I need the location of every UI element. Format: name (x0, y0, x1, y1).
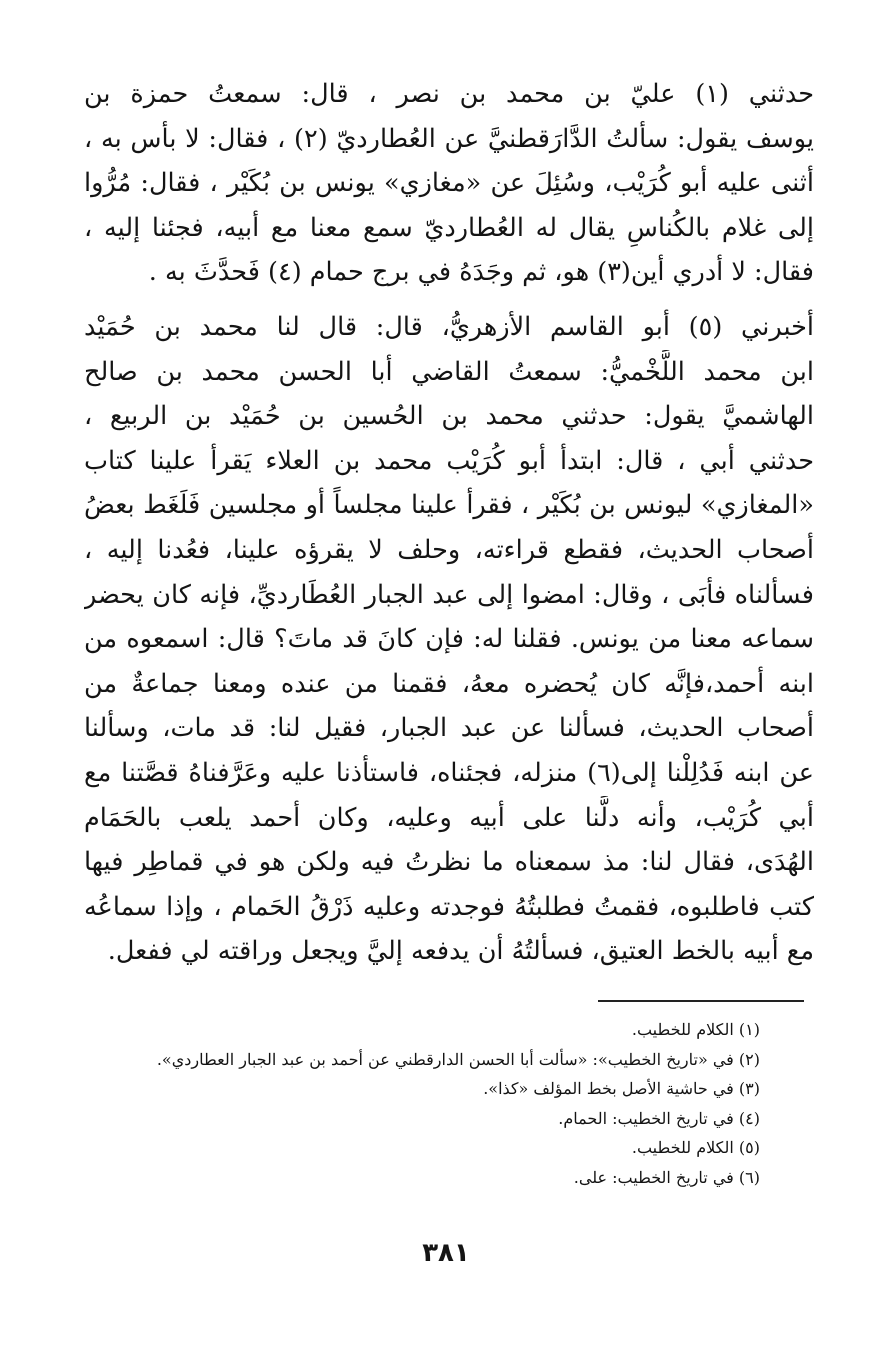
text-line: أبي كُرَيْب، وأنه دلَّنا على أبيه وعليه، وكان أحمد يلعب بالحَمَام (84, 802, 814, 833)
text-line: سماعه معنا من يونس. فقلنا له: فإن كانَ قد ماتَ؟ قال: اسمعوه من (84, 624, 814, 655)
text-line: أخبرني (٥) أبو القاسم الأزهريُّ، قال: قال لنا محمد بن حُمَيْد (84, 311, 814, 342)
text-line: حدثني أبي ، قال: ابتدأ أبو كُرَيْب محمد بن العلاء يَقرأ علينا كتاب (84, 445, 814, 476)
text-line: أصحاب الحديث، فقطع قراءته، وحلف لا يقرؤه علينا، فعُدنا إليه ، (84, 534, 814, 565)
footnotes (80, 1015, 760, 1192)
text-line: إلى غلام بالكُناسِ يقال له العُطارديّ سمع معنا مع أبيه، فجئنا إليه ، (84, 212, 814, 243)
paragraph-1 (84, 72, 814, 295)
footnote-1: (١) الكلام للخطيب. (631, 1020, 760, 1039)
paragraph-2 (84, 305, 814, 974)
main-text (84, 72, 814, 974)
text-line: مع أبيه بالخط العتيق، فسألتُهُ أن يدفعه إليَّ ويجعل وراقته لي ففعل. (107, 936, 814, 967)
text-line: عن ابنه فَدُلِلْنا إلى(٦) منزله، فجئناه، فاستأذنا عليه وعَرَّفناهُ قصَّتنا مع (84, 757, 814, 788)
text-line: «المغازي» ليونس بن بُكَيْر ، فقرأ علينا مجلساً أو مجلسين فَلَغَط بعضُ (84, 490, 814, 521)
paragraph-spacer (84, 295, 814, 305)
text-line: كتب فاطلبوه، فقمتُ فطلبتُهُ فوجدته وعليه ذَرْقُ الحَمام ، وإذا سماعُه (84, 891, 814, 922)
text-line: أثنى عليه أبو كُرَيْب، وسُئِلَ عن «مغازي» يونس بن بُكَيْر ، فقال: مُرُّوا (84, 168, 814, 199)
footnote-4: (٤) في تاريخ الخطيب: الحمام. (558, 1108, 760, 1128)
text-line: يوسف يقول: سألتُ الدَّارَقطنيَّ عن العُطارديّ (٢) ، فقال: لا بأس به ، (84, 123, 814, 154)
footnote-3: (٣) في حاشية الأصل بخط المؤلف «كذا». (483, 1079, 760, 1098)
text-line: ابن محمد اللَّخْميُّ: سمعتُ القاضي أبا الحسن محمد بن صالح (84, 356, 814, 387)
footnote-5: (٥) الكلام للخطيب. (631, 1138, 760, 1157)
footnote-separator (598, 1000, 804, 1002)
text-line: الهاشميَّ يقول: حدثني محمد بن الحُسين بن حُمَيْد بن الربيع ، (84, 401, 814, 432)
footnote-2: (٢) في «تاريخ الخطيب»: «سألت أبا الحسن الدارقطني عن أحمد بن عبد الجبار العطاردي». (156, 1049, 760, 1069)
text-line: فقال: لا أدري أين(٣) هو، ثم وجَدَهُ في برج حمام (٤) فَحدَّثَ به . (148, 257, 814, 288)
text-line: حدثني (١) عليّ بن محمد بن نصر ، قال: سمعتُ حمزة بن (84, 79, 814, 109)
footnote-6: (٦) في تاريخ الخطيب: على. (573, 1167, 760, 1187)
page-number: ٣٨١ (422, 1238, 470, 1268)
text-line: ابنه أحمد،فإنَّه كان يُحضره معهُ، فقمنا من عنده ومعنا جماعةٌ من (84, 668, 814, 699)
text-line: الهُدَى، فقال لنا: مذ سمعناه ما نظرتُ فيه ولكن هو في قماطِر فيها (84, 847, 814, 878)
text-line: فسألناه فأبَى ، وقال: امضوا إلى عبد الجبار العُطَارديِّ، فإنه كان يحضر (84, 579, 814, 610)
text-line: أصحاب الحديث، فسألنا عن عبد الجبار، فقيل لنا: قد مات، وسألنا (84, 713, 814, 744)
